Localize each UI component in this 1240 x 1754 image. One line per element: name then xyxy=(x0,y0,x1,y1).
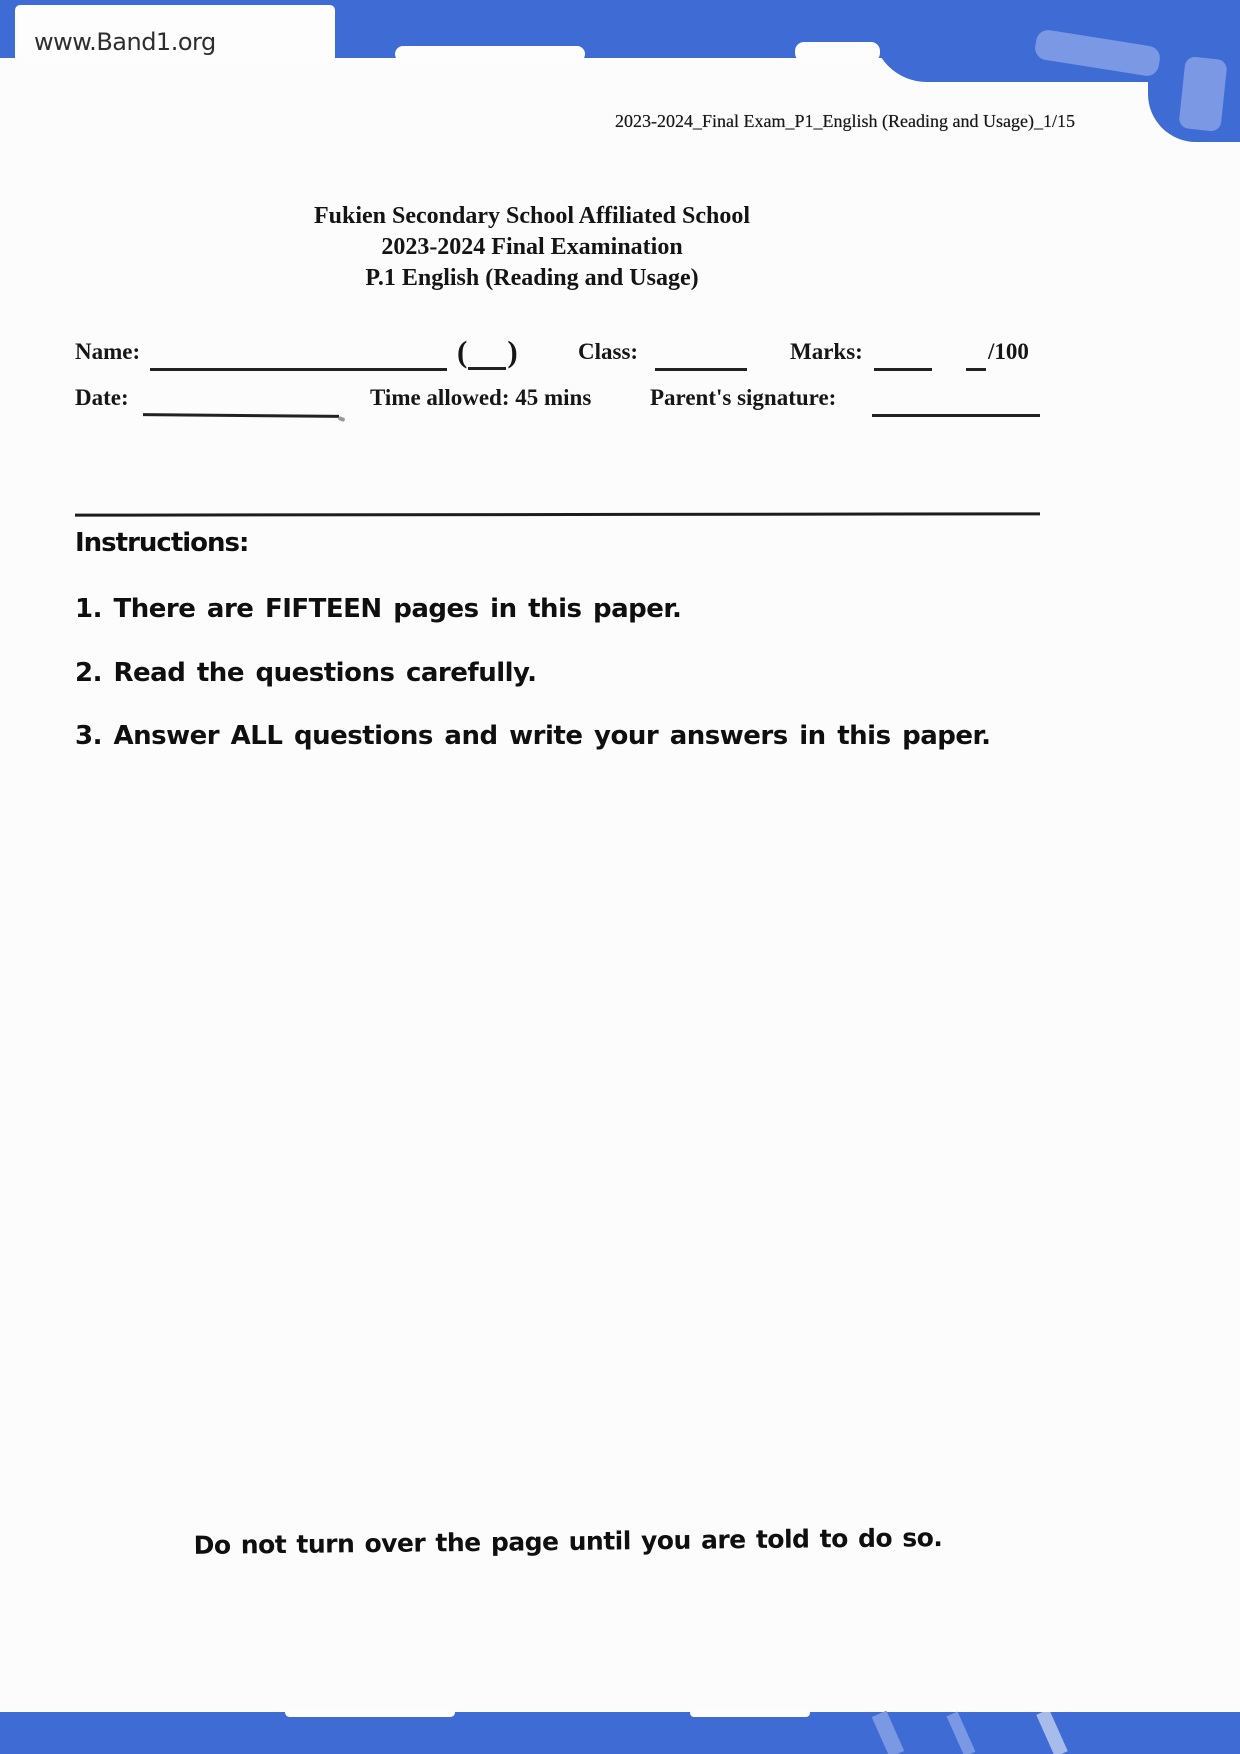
date-blank-line xyxy=(143,413,339,418)
paren-close: ) xyxy=(507,334,518,369)
instruction-item-1: 1. There are FIFTEEN pages in this paper. xyxy=(75,594,682,624)
instruction-item-3: 3. Answer ALL questions and write your answers in this paper. xyxy=(75,721,991,751)
title-block xyxy=(182,201,882,294)
class-number-parens xyxy=(457,334,518,370)
time-allowed-label: Time allowed: 45 mins xyxy=(370,385,592,410)
title-subject: P.1 English (Reading and Usage) xyxy=(365,265,699,291)
scan-edge-notch xyxy=(395,46,585,62)
scan-edge-notch xyxy=(690,1709,810,1717)
class-number-blank xyxy=(468,337,506,370)
page-header-filename: 2023-2024_Final Exam_P1_English (Reading and Usage)_1/15 xyxy=(615,111,1075,131)
signature-blank-line xyxy=(872,414,1040,417)
title-exam-name: 2023-2024 Final Examination xyxy=(381,234,683,260)
class-blank-line xyxy=(655,368,747,371)
instructions-heading: Instructions: xyxy=(75,528,249,558)
divider-rule xyxy=(75,512,1040,516)
name-label: Name: xyxy=(75,339,141,364)
title-school-name: Fukien Secondary School Affiliated School xyxy=(313,203,751,229)
footer-notice: Do not turn over the page until you are told to do so. xyxy=(193,1523,943,1560)
parent-signature-label: Parent's signature: xyxy=(650,385,837,410)
scan-edge-notch xyxy=(285,1708,455,1717)
marks-total: /100 xyxy=(988,339,1029,364)
marks-blank-line xyxy=(874,368,932,371)
scan-speck xyxy=(338,416,346,422)
date-label: Date: xyxy=(75,385,129,410)
scan-edge-right-sliver xyxy=(1231,0,1240,128)
scan-edge-blob xyxy=(652,0,804,52)
marks-label: Marks: xyxy=(790,339,863,364)
scan-edge-notch xyxy=(795,42,880,62)
instruction-item-2: 2. Read the questions carefully. xyxy=(75,658,537,688)
name-blank-line xyxy=(150,368,447,371)
paren-open: ( xyxy=(457,334,468,369)
watermark-text: www.Band1.org xyxy=(34,28,216,56)
scan-edge-streak xyxy=(1178,56,1227,132)
class-label: Class: xyxy=(578,339,639,364)
marks-pre-underscore xyxy=(966,368,986,371)
